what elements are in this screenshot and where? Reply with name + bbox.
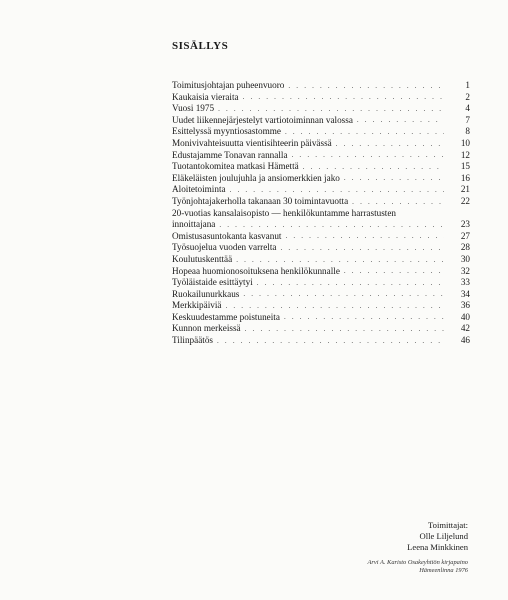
toc-entry-title: Tuotantokomitea matkasi Hämettä (172, 161, 299, 172)
toc-entry (172, 138, 470, 150)
toc-entry-page: 42 (460, 323, 470, 334)
toc-entry-page: 30 (460, 253, 470, 264)
toc-entry-page: 28 (460, 242, 470, 253)
toc-entry-title: Uudet liikennejärjestelyt vartiotoiminnan valossa (172, 114, 353, 125)
toc-entry-page: 16 (460, 172, 470, 183)
dot-leader (280, 243, 444, 254)
editors-label: Toimittajat: (428, 520, 468, 530)
toc-entry-title: Esittelyssä myyntiosastomme (172, 126, 281, 137)
toc-entry-title: Kunnon merkeissä (172, 323, 241, 334)
toc-entry-title: Eläkeläisten joulujuhla ja ansiomerkkien jako (172, 172, 340, 183)
dot-leader (284, 312, 444, 323)
toc-entry (172, 335, 470, 347)
toc-entry (172, 289, 470, 301)
dot-leader (303, 162, 444, 173)
table-of-contents (172, 80, 470, 347)
toc-entry (172, 161, 470, 173)
toc-entry-title: Monivivahteisuutta vientisihteerin päivässä (172, 137, 332, 148)
toc-entry-title: innoittajana (172, 219, 216, 230)
dot-leader (236, 255, 444, 266)
toc-entry-page: 32 (460, 265, 470, 276)
toc-entry-title: Edustajamme Tonavan rannalla (172, 149, 288, 160)
page-title: SISÄLLYS (172, 40, 229, 52)
printer-imprint (367, 559, 468, 576)
toc-entry (172, 173, 470, 185)
toc-entry-title: Keskuudestamme poistuneita (172, 311, 280, 322)
dot-leader (219, 220, 444, 231)
toc-entry-page: 2 (465, 91, 470, 102)
toc-entry-title: Vuosi 1975 (172, 103, 215, 114)
toc-entry-page: 15 (460, 161, 470, 172)
dot-leader (257, 278, 444, 289)
dot-leader (218, 104, 444, 115)
toc-entry (172, 242, 470, 254)
editor-name: Olle Liljelund (419, 530, 468, 541)
toc-entry-title: Merkkipäiviä (172, 300, 222, 311)
toc-entry-title: Toimitusjohtajan puheenvuoro (172, 80, 285, 90)
toc-entry (172, 184, 470, 196)
dot-leader (285, 127, 444, 138)
toc-entry-page: 10 (460, 137, 470, 148)
dot-leader (292, 150, 444, 161)
dot-leader (336, 139, 444, 150)
toc-entry (172, 266, 470, 278)
dot-leader (357, 115, 444, 126)
dot-leader (285, 231, 444, 242)
editors-block (407, 520, 468, 552)
dot-leader (344, 173, 444, 184)
dot-leader (352, 197, 444, 208)
toc-entry (172, 103, 470, 115)
toc-entry-page: 40 (460, 311, 470, 322)
toc-entry-page: 22 (460, 195, 470, 206)
toc-entry-title: Työnjohtajakerholla takanaan 30 toimintavuotta (172, 195, 349, 206)
toc-entry-page: 4 (465, 103, 470, 114)
toc-entry-title: Työläistaide esittäytyi (172, 277, 253, 288)
toc-entry-page: 8 (465, 126, 470, 137)
toc-entry-title: Omistusasuntokanta kasvanut (172, 230, 282, 241)
toc-entry-page: 33 (460, 277, 470, 288)
toc-entry-title: Kaukaisia vieraita (172, 91, 239, 102)
toc-entry (172, 277, 470, 289)
dot-leader (243, 92, 444, 103)
toc-entry-page: 12 (460, 149, 470, 160)
toc-entry (172, 300, 470, 312)
dot-leader (226, 301, 445, 312)
toc-entry-title: Koulutuskenttää (172, 253, 233, 264)
toc-entry (172, 219, 470, 231)
toc-entry (172, 92, 470, 104)
toc-entry-title: Hopeaa huomionosoituksena henkilökunnalle (172, 265, 340, 276)
dot-leader (243, 289, 444, 300)
toc-entry-page: 46 (460, 335, 470, 346)
toc-entry-page: 1 (465, 80, 470, 90)
toc-entry (172, 150, 470, 162)
toc-entry-page: 21 (460, 184, 470, 195)
toc-entry-title: Ruokailunurkkaus (172, 288, 240, 299)
toc-entry-page: 23 (460, 219, 470, 230)
dot-leader (245, 324, 444, 335)
toc-entry-page: 7 (465, 114, 470, 125)
toc-entry-title: Tilinpäätös (172, 335, 214, 346)
toc-entry (172, 323, 470, 335)
toc-entry (172, 312, 470, 324)
toc-entry-title: Aloitetoiminta (172, 184, 226, 195)
dot-leader (217, 336, 444, 347)
toc-entry (172, 80, 470, 92)
toc-entry-page: 34 (460, 288, 470, 299)
toc-entry-title: Työsuojelua vuoden varrelta (172, 242, 277, 253)
toc-entry-page: 27 (460, 230, 470, 241)
toc-entry-page: 36 (460, 300, 470, 311)
toc-entry (172, 115, 470, 127)
toc-entry-wrapped-line1: 20-vuotias kansalaisopisto — henkilökuntamme harrastusten (172, 207, 397, 218)
toc-entry (172, 196, 470, 208)
toc-entry (172, 231, 470, 243)
print-place-year: Hämeenlinna 1976 (419, 567, 468, 575)
dot-leader (288, 81, 444, 92)
dot-leader (230, 185, 444, 196)
dot-leader (344, 266, 444, 277)
printer-name: Arvi A. Karisto Osakeyhtiön kirjapaino (367, 559, 468, 566)
toc-entry (172, 254, 470, 266)
toc-entry (172, 126, 470, 138)
editor-name: Leena Minkkinen (407, 541, 468, 552)
